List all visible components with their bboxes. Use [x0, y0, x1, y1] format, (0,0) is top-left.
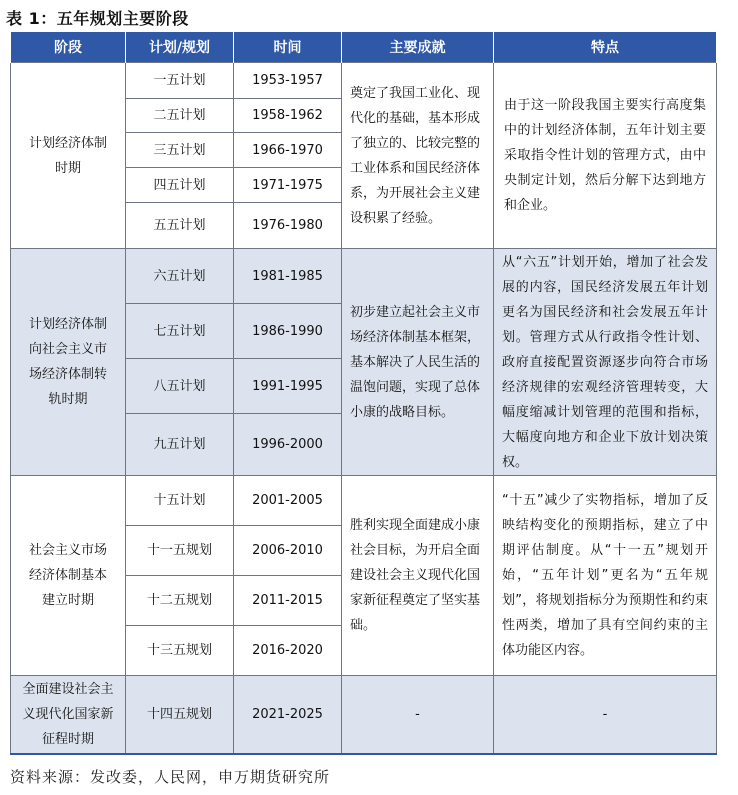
- time-cell: 1986-1990: [234, 304, 342, 359]
- plan-cell: 六五计划: [126, 249, 234, 304]
- header-stage: 阶段: [11, 32, 126, 63]
- table-row: [11, 676, 717, 754]
- time-cell: 1991-1995: [234, 359, 342, 414]
- table-row: [11, 476, 717, 526]
- achievement-cell: 胜利实现全面建成小康社会目标，为开启全面建设社会主义现代化国家新征程奠定了坚实基础。: [342, 476, 494, 676]
- stage-cell: 计划经济体制向社会主义市场经济体制转轨时期: [11, 249, 126, 476]
- header-feature: 特点: [494, 32, 717, 63]
- achievement-cell: 初步建立起社会主义市场经济体制基本框架，基本解决了人民生活的温饱问题，实现了总体小康的战略目标。: [342, 249, 494, 476]
- achievement-cell: 奠定了我国工业化、现代化的基础，基本形成了独立的、比较完整的工业体系和国民经济体系，为开展社会主义建设积累了经验。: [342, 63, 494, 249]
- stage-cell: 全面建设社会主义现代化国家新征程时期: [11, 676, 126, 754]
- feature-cell: -: [494, 676, 717, 754]
- time-cell: 2011-2015: [234, 576, 342, 626]
- header-row: [11, 32, 717, 63]
- stage-cell: 计划经济体制时期: [11, 63, 126, 249]
- plan-cell: 十一五规划: [126, 526, 234, 576]
- time-cell: 1966-1970: [234, 133, 342, 168]
- plan-cell: 七五计划: [126, 304, 234, 359]
- time-cell: 1996-2000: [234, 414, 342, 476]
- time-cell: 2016-2020: [234, 626, 342, 676]
- time-cell: 1976-1980: [234, 203, 342, 249]
- plan-cell: 十三五规划: [126, 626, 234, 676]
- feature-cell: “十五”减少了实物指标，增加了反映结构变化的预期指标，建立了中期评估制度。从“十一五”规划开始，“五年计划”更名为“五年规划”，将规划指标分为预期性和约束性两类，增加了具有空间约束的主体功能区内容。: [494, 476, 717, 676]
- plan-cell: 三五计划: [126, 133, 234, 168]
- plan-cell: 十二五规划: [126, 576, 234, 626]
- five-year-plan-table: [10, 32, 717, 755]
- time-cell: 1958-1962: [234, 99, 342, 133]
- plan-cell: 十五计划: [126, 476, 234, 526]
- stage-cell: 社会主义市场经济体制基本建立时期: [11, 476, 126, 676]
- header-time: 时间: [234, 32, 342, 63]
- source-note: 资料来源：发改委，人民网，申万期货研究所: [10, 768, 331, 786]
- feature-cell: 由于这一阶段我国主要实行高度集中的计划经济体制，五年计划主要采取指令性计划的管理方式，由中央制定计划，然后分解下达到地方和企业。: [494, 63, 717, 249]
- plan-cell: 一五计划: [126, 63, 234, 99]
- plan-cell: 十四五规划: [126, 676, 234, 754]
- feature-cell: 从“六五”计划开始，增加了社会发展的内容，国民经济发展五年计划更名为国民经济和社会发展五年计划。管理方式从行政指令性计划、政府直接配置资源逐步向符合市场经济规律的宏观经济管理转变，大幅度缩减计划管理的范围和指标，大幅度向地方和企业下放计划决策权。: [494, 249, 717, 476]
- table-row: [11, 63, 717, 99]
- plan-cell: 九五计划: [126, 414, 234, 476]
- header-plan: 计划/规划: [126, 32, 234, 63]
- achievement-cell: -: [342, 676, 494, 754]
- plan-cell: 八五计划: [126, 359, 234, 414]
- time-cell: 2001-2005: [234, 476, 342, 526]
- table-row: [11, 249, 717, 304]
- plan-cell: 五五计划: [126, 203, 234, 249]
- time-cell: 2006-2010: [234, 526, 342, 576]
- plan-cell: 四五计划: [126, 168, 234, 203]
- time-cell: 1953-1957: [234, 63, 342, 99]
- time-cell: 1971-1975: [234, 168, 342, 203]
- time-cell: 1981-1985: [234, 249, 342, 304]
- header-achievement: 主要成就: [342, 32, 494, 63]
- time-cell: 2021-2025: [234, 676, 342, 754]
- table-caption: 表 1：五年规划主要阶段: [6, 9, 189, 28]
- plan-cell: 二五计划: [126, 99, 234, 133]
